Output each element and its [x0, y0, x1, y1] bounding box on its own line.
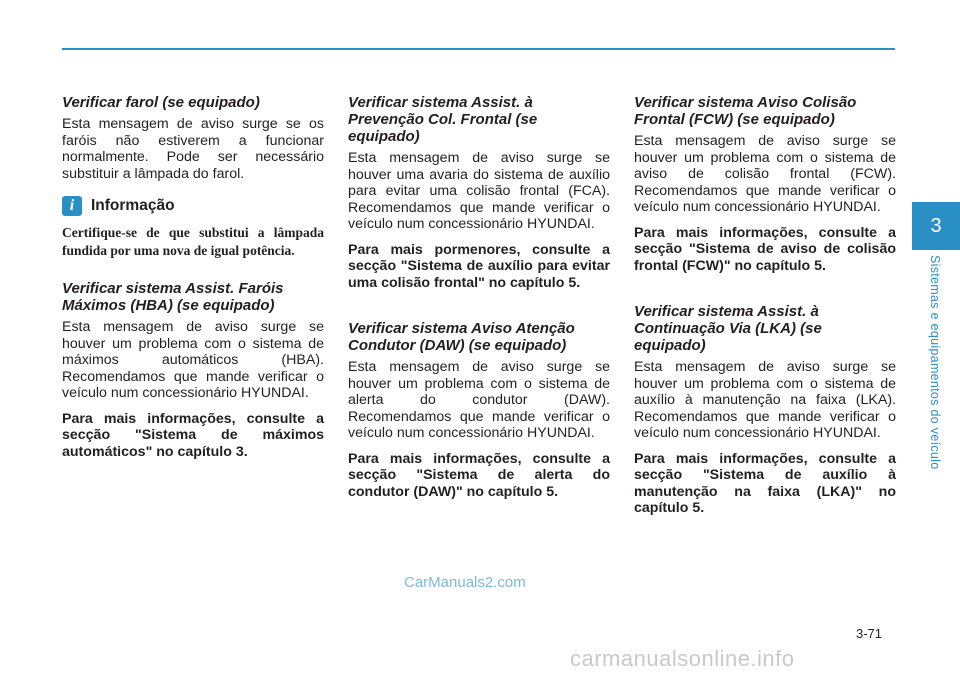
watermark-bottom: carmanualsonline.info [570, 646, 795, 671]
heading-hba: Verificar sistema Assist. Faróis Máximos (HBA) (se equipado) [62, 280, 284, 314]
ref-fcw: Para mais informações, consulte a secção "Sistema de aviso de colisão frontal (FCW)" no capítulo 5. [634, 224, 896, 274]
column-2 [348, 94, 610, 509]
text-daw: Esta mensagem de aviso surge se houver um problema com o sistema de alerta do condutor (DAW). Recomendamos que mande verificar o veículo num concessionário HYUNDAI. [348, 359, 610, 441]
page-number: 3-71 [856, 626, 883, 641]
heading-headlamp: Verificar farol (se equipado) [62, 94, 260, 111]
ref-daw: Para mais informações, consulte a secção "Sistema de alerta do condutor (DAW)" no capítulo 5. [348, 450, 610, 500]
text-lka: Esta mensagem de aviso surge se houver um problema com o sistema de auxílio à manutenção na faixa (LKA). Recomendamos que mande verificar o veículo num concessionário HYUNDAI. [634, 359, 896, 441]
ref-lka: Para mais informações, consulte a secção "Sistema de auxílio à manutenção na faixa (LKA)" no capítulo 5. [634, 450, 896, 516]
text-fca: Esta mensagem de aviso surge se houver uma avaria do sistema de auxílio para evitar uma colisão frontal (FCA). Recomendamos que mande verificar o veículo num concessionário HYUNDAI. [348, 150, 610, 232]
text-headlamp: Esta mensagem de aviso surge se os faróis não estiverem a funcionar normalmente. Pode ser necessário substituir a lâmpada do farol. [62, 116, 324, 182]
heading-fca: Verificar sistema Assist. à Prevenção Col. Frontal (se equipado) [348, 94, 538, 145]
info-title: Informação [91, 197, 175, 214]
chapter-title: Sistemas e equipamentos do veículo [928, 255, 942, 470]
chapter-side-label [910, 255, 960, 495]
info-text: Certifique-se de que substitui a lâmpada fundida por uma nova de igual potência. [62, 225, 324, 258]
column-3 [634, 94, 896, 526]
info-header [62, 196, 324, 216]
info-icon: i [62, 196, 82, 216]
ref-fca: Para mais pormenores, consulte a secção "Sistema de auxílio para evitar uma colisão frontal" no capítulo 5. [348, 241, 610, 291]
heading-daw: Verificar sistema Aviso Atenção Condutor (DAW) (se equipado) [348, 320, 575, 354]
watermark-top: CarManuals2.com [404, 574, 526, 591]
column-1 [62, 94, 324, 469]
ref-hba: Para mais informações, consulte a secção "Sistema de máximos automáticos" no capítulo 3. [62, 410, 324, 460]
heading-fcw: Verificar sistema Aviso Colisão Frontal (FCW) (se equipado) [634, 94, 857, 128]
chapter-tab: 3 [912, 202, 960, 250]
text-hba: Esta mensagem de aviso surge se houver um problema com o sistema de máximos automáticos (HBA). Recomendamos que mande verificar o veículo num concessionário HYUNDAI. [62, 319, 324, 401]
text-fcw: Esta mensagem de aviso surge se houver um problema com o sistema de aviso de colisão frontal (FCW). Recomendamos que mande verificar o veículo num concessionário HYUNDAI. [634, 133, 896, 215]
heading-lka: Verificar sistema Assist. à Continuação Via (LKA) (se equipado) [634, 303, 822, 354]
header-rule [62, 48, 895, 50]
